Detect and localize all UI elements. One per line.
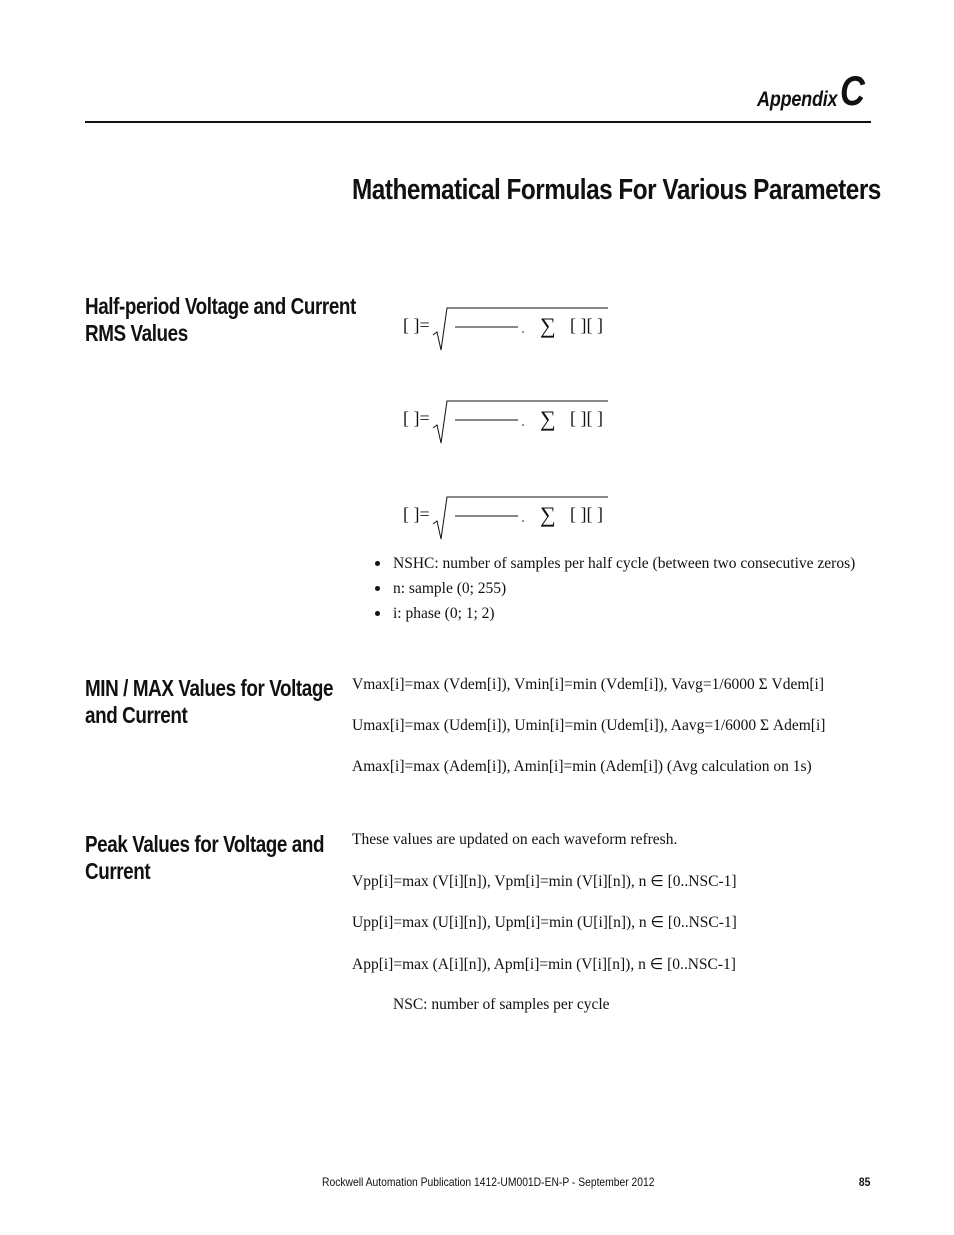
peak-note: NSC: number of samples per cycle xyxy=(393,996,610,1013)
min-max-line-3: Amax[i]=max (Adem[i]), Amin[i]=min (Adem[i]) (Avg calculation on 1s) xyxy=(352,758,812,775)
appendix-header xyxy=(744,62,870,112)
min-max-line-1: Vmax[i]=max (Vdem[i]), Vmin[i]=min (Vdem[i]), Vavg=1/6000 Σ Vdem[i] xyxy=(352,676,825,693)
appendix-label: Appendix xyxy=(757,88,838,111)
peak-line-3: App[i]=max (A[i][n]), Apm[i]=min (V[i][n]), n ∈ [0..NSC-1] xyxy=(352,956,736,973)
appendix-letter: C xyxy=(839,67,865,114)
header-rule xyxy=(85,121,871,123)
page-number: 85 xyxy=(858,1175,870,1189)
formula-lhs: [ ]= xyxy=(403,408,430,428)
formula-lhs: [ ]= xyxy=(403,315,430,335)
rms-formula-1 xyxy=(400,305,620,355)
formula-lhs: [ ]= xyxy=(403,504,430,524)
formula-term: [ ][ ] xyxy=(570,408,603,428)
sum-symbol: ∑ xyxy=(540,502,556,527)
list-item: n: sample (0; 255) xyxy=(375,576,855,601)
rms-formula-2 xyxy=(400,398,620,448)
peak-line-2: Upp[i]=max (U[i][n]), Upm[i]=min (U[i][n]), n ∈ [0..NSC-1] xyxy=(352,914,737,931)
sum-symbol: ∑ xyxy=(540,313,556,338)
chapter-title: Mathematical Formulas For Various Parameters xyxy=(352,174,881,206)
bullet-icon xyxy=(375,586,380,591)
formula-term: [ ][ ] xyxy=(570,315,603,335)
min-max-line-2: Umax[i]=max (Udem[i]), Umin[i]=min (Udem[i]), Aavg=1/6000 Σ Adem[i] xyxy=(352,717,826,734)
section-heading-peak: Peak Values for Voltage and Current xyxy=(85,831,325,884)
list-item: i: phase (0; 1; 2) xyxy=(375,601,855,626)
list-item: NSHC: number of samples per half cycle (between two consecutive zeros) xyxy=(375,551,855,576)
definition-list xyxy=(375,551,855,626)
bullet-icon xyxy=(375,561,380,566)
footer-publication: Rockwell Automation Publication 1412-UM001D-EN-P - September 2012 xyxy=(322,1175,655,1189)
bullet-icon xyxy=(375,611,380,616)
section-heading-half-period: Half-period Voltage and Current RMS Values xyxy=(85,293,356,346)
sum-symbol: ∑ xyxy=(540,406,556,431)
formula-term: [ ][ ] xyxy=(570,504,603,524)
section-heading-min-max: MIN / MAX Values for Voltage and Current xyxy=(85,675,334,728)
peak-intro: These values are updated on each waveform refresh. xyxy=(352,831,678,848)
peak-line-1: Vpp[i]=max (V[i][n]), Vpm[i]=min (V[i][n]), n ∈ [0..NSC-1] xyxy=(352,873,737,890)
rms-formula-3 xyxy=(400,494,620,544)
